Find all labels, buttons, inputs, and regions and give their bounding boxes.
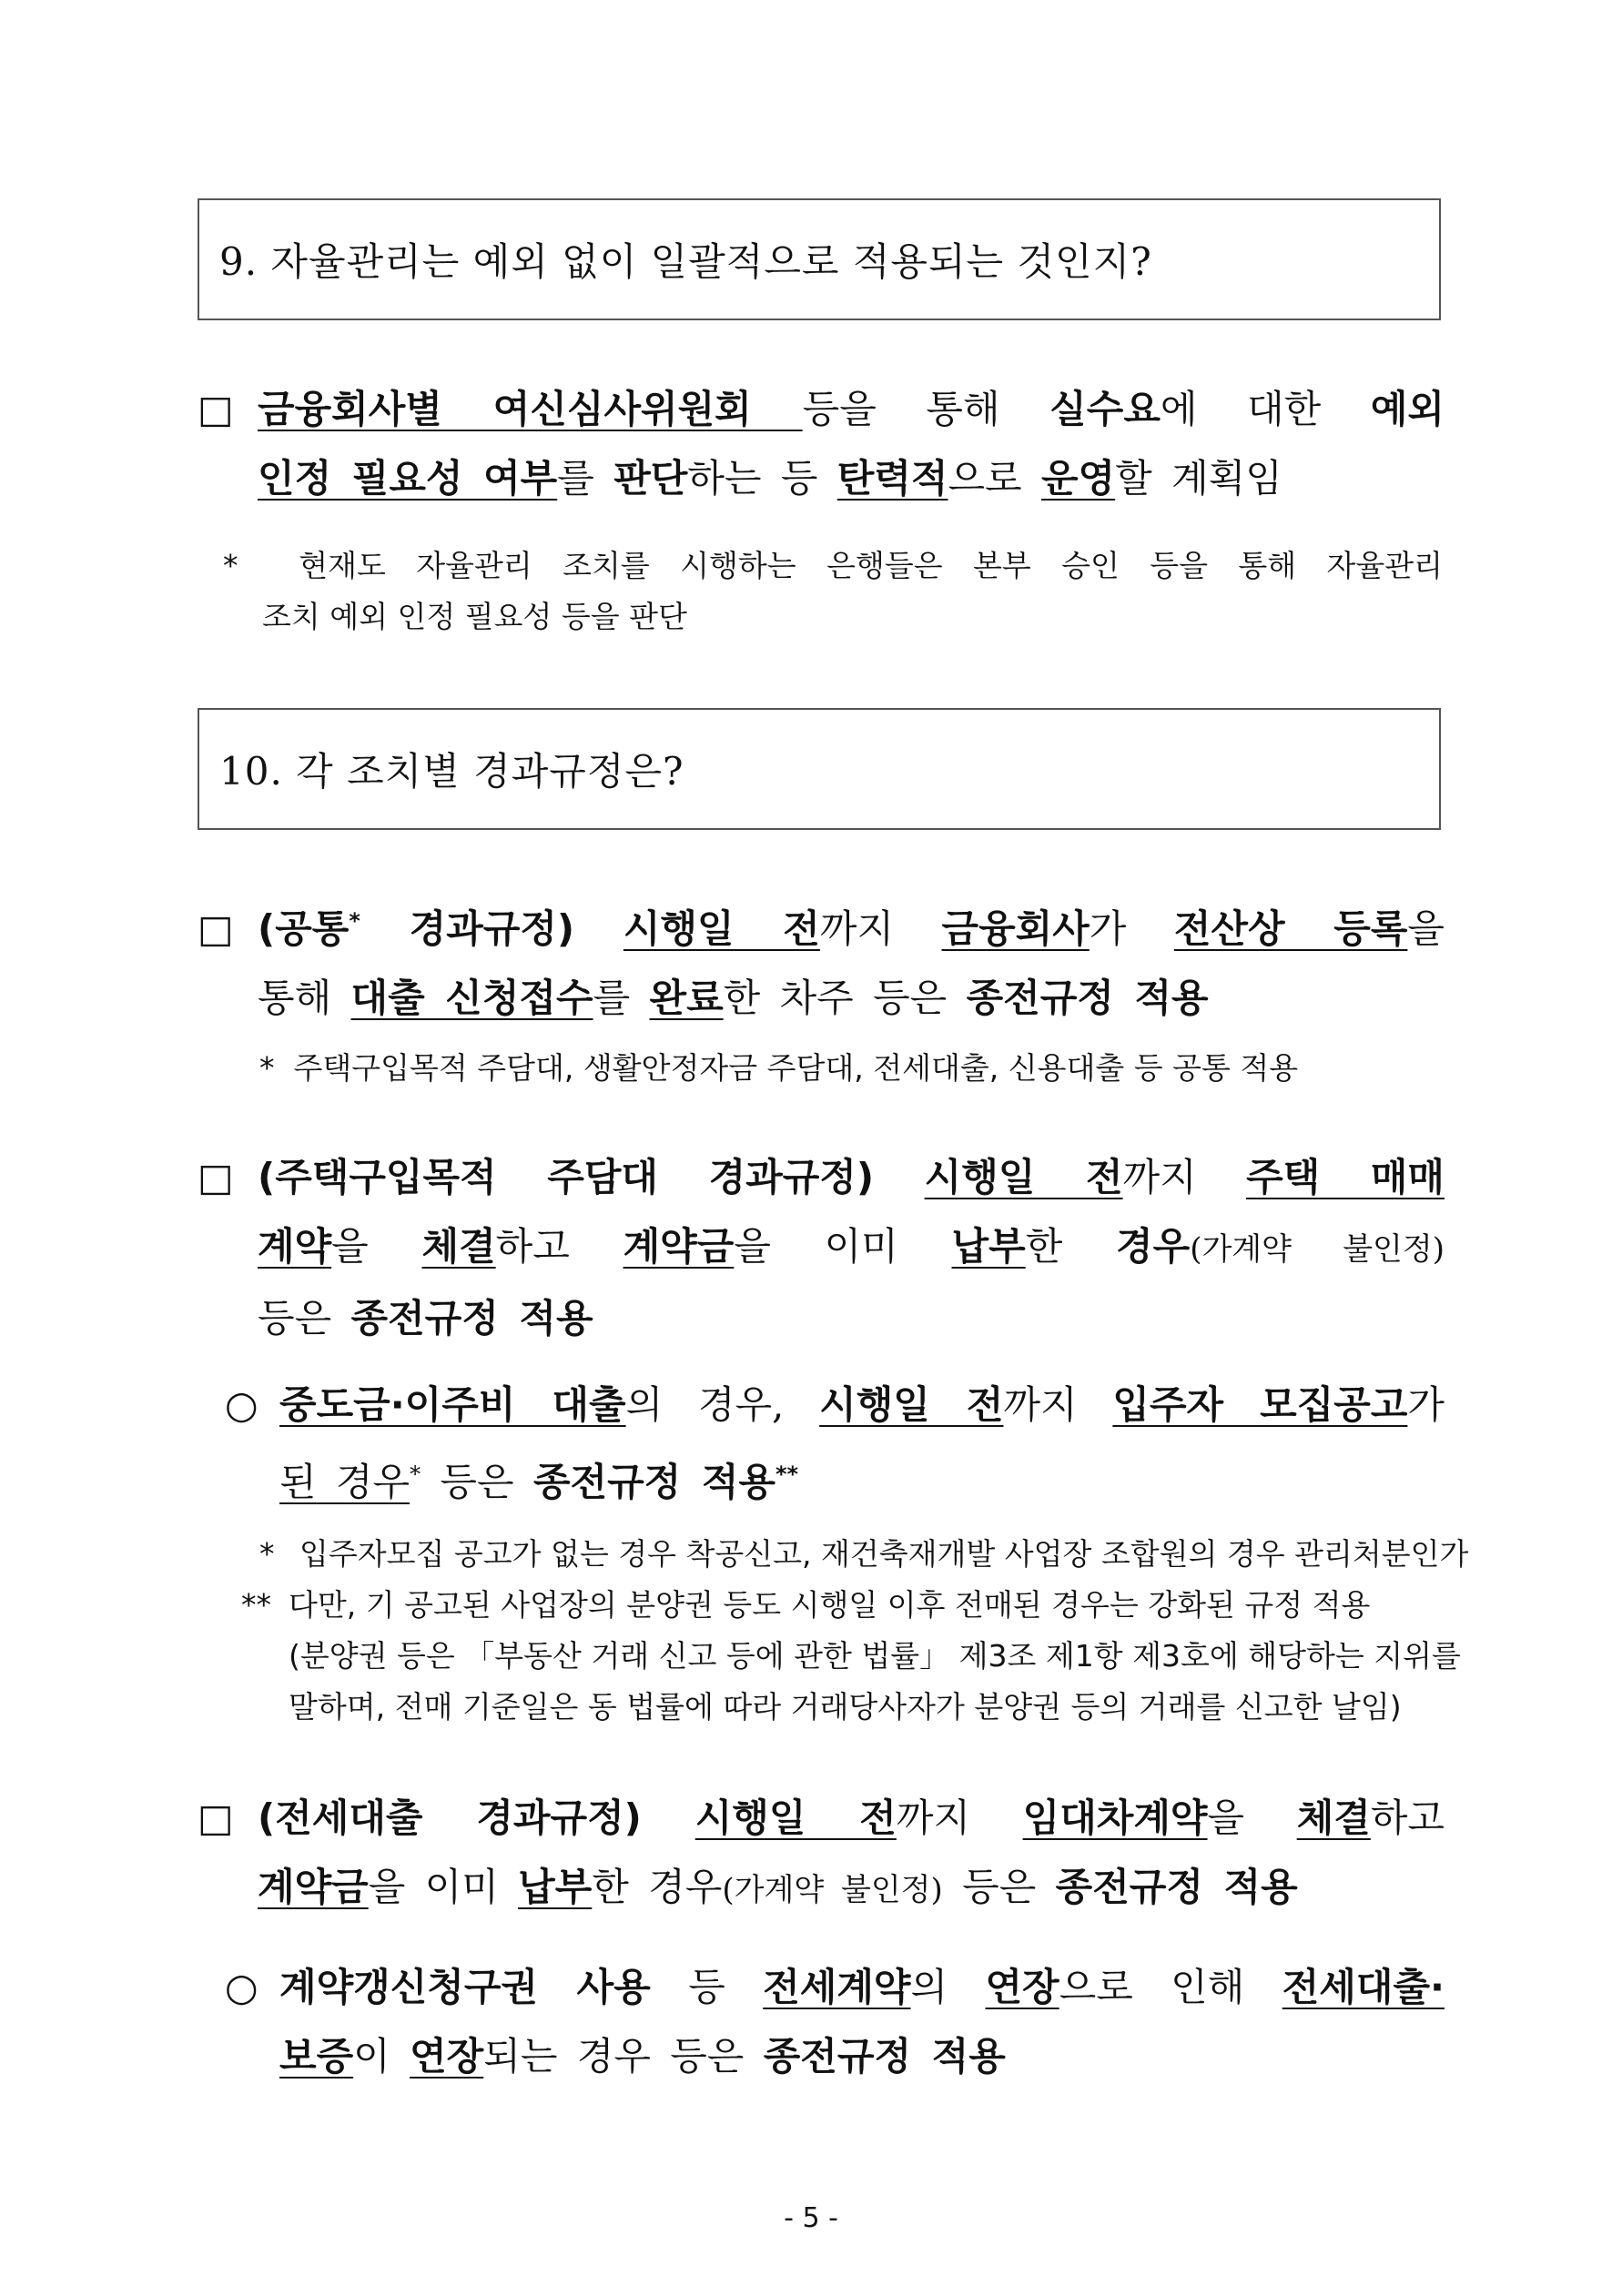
- text-run: 한 차주 등은: [723, 976, 967, 1020]
- footnote-block: [223, 541, 1443, 642]
- answer-line: [198, 1143, 1445, 1212]
- text-run: 시행일 전: [623, 906, 820, 951]
- rich-text: [258, 976, 1209, 1020]
- sub-paragraph: [198, 1953, 1445, 2091]
- answer-line: [198, 2022, 1445, 2091]
- text-run: 까지: [1003, 1382, 1113, 1427]
- text-run: 의 경우,: [625, 1382, 820, 1427]
- footnote-text: 현재도 자율관리 조치를 시행하는 은행들은 본부 승인 등을 통해 자율관리: [299, 548, 1444, 583]
- text-run: 등은: [421, 1460, 533, 1504]
- rich-text: [258, 387, 1445, 431]
- answer-paragraph-10-jeonse: [198, 1784, 1445, 1925]
- rich-text: [279, 1460, 798, 1504]
- text-run: 하고: [1370, 1795, 1445, 1840]
- checkbox-bullet: □: [198, 387, 234, 431]
- text-run: 판단: [613, 456, 688, 501]
- text-run: 등을 통해: [802, 387, 1050, 431]
- text-run: **: [776, 1462, 799, 1487]
- text-run: 전세대출·: [1282, 1965, 1445, 2009]
- answer-line: [198, 1371, 1445, 1440]
- text-run: 완료: [649, 976, 724, 1020]
- text-run: 한 경우: [592, 1865, 723, 1909]
- text-run: 가: [1407, 1382, 1445, 1427]
- text-run: 연장: [985, 1965, 1059, 2009]
- text-run: *: [349, 908, 360, 934]
- text-run: 금융회사: [941, 906, 1090, 951]
- footnote-text: 말하며, 전매 기준일은 동 법률에 따라 거래당사자가 분양권 등의 거래를 신고한 날임): [289, 1689, 1402, 1725]
- checkbox-bullet: □: [198, 906, 234, 951]
- footnote-mark: *: [259, 1536, 275, 1572]
- text-run: 실수요: [1049, 387, 1161, 431]
- text-run: 전세계약: [763, 1965, 911, 2009]
- text-run: 한: [1025, 1224, 1117, 1269]
- text-run: 을: [331, 1224, 422, 1269]
- text-run: 하는 등: [687, 456, 837, 501]
- text-run: 예외: [1370, 387, 1445, 431]
- text-run: 의: [910, 1965, 986, 2009]
- text-run: 탄력적: [836, 456, 948, 501]
- text-run: *: [410, 1462, 421, 1487]
- answer-line: [198, 1953, 1445, 2022]
- rich-text: [279, 2034, 1006, 2079]
- text-run: 시행일 전: [819, 1382, 1004, 1427]
- text-run: (가계약 불인정): [1190, 1231, 1445, 1268]
- text-run: 까지: [1122, 1155, 1247, 1199]
- question-box-10: [198, 708, 1441, 830]
- text-run: 이: [353, 2034, 411, 2079]
- text-run: 등은: [942, 1865, 1056, 1909]
- rich-text: [258, 1296, 593, 1340]
- question-title: 10. 각 조치별 경과규정은?: [219, 749, 684, 794]
- circle-bullet: ○: [225, 1382, 259, 1427]
- rich-text: [258, 906, 1445, 951]
- text-run: 연장: [410, 2034, 484, 2079]
- answer-line: [198, 1212, 1445, 1284]
- text-run: 계약금: [258, 1865, 369, 1909]
- text-run: 계약갱신청구권 사용: [279, 1965, 651, 2009]
- text-run: 전산상 등록: [1173, 906, 1408, 951]
- text-run: (전세대출 경과규정): [258, 1795, 695, 1840]
- text-run: 금융회사별 여신심사위원회: [258, 387, 803, 431]
- text-run: 으로: [948, 456, 1041, 501]
- text-run: 등: [650, 1965, 764, 2009]
- answer-paragraph-9: [198, 375, 1445, 513]
- text-run: 를: [557, 456, 614, 501]
- text-run: (공통: [258, 906, 350, 951]
- rich-text: [258, 1224, 1445, 1269]
- answer-line: [198, 375, 1445, 444]
- text-run: 을 이미: [734, 1224, 952, 1269]
- text-run: 된 경우: [279, 1460, 411, 1504]
- answer-line: [198, 1440, 1445, 1517]
- answer-line: [198, 1853, 1445, 1925]
- text-run: 시행일 전: [694, 1795, 897, 1840]
- text-run: 보증: [279, 2034, 354, 2079]
- footnote-line: [241, 1631, 1461, 1682]
- text-run: 임대차계약: [1022, 1795, 1208, 1840]
- checkbox-bullet: □: [198, 1795, 234, 1840]
- text-run: 주택 매매: [1246, 1155, 1445, 1199]
- text-run: 하고: [495, 1224, 623, 1269]
- footnote-mark: *: [223, 548, 238, 583]
- text-run: 계약금: [623, 1224, 735, 1269]
- text-run: (가계약 불인정): [722, 1872, 943, 1908]
- footnote-block: [241, 1529, 1469, 1733]
- text-run: 를: [593, 976, 650, 1020]
- text-run: 종전규정 적용: [350, 1296, 593, 1340]
- rich-text: [258, 1155, 1445, 1199]
- answer-line: [198, 1284, 1445, 1353]
- answer-paragraph-10-common: [198, 886, 1445, 1033]
- text-run: 으로 인해: [1059, 1965, 1282, 2009]
- text-run: 등은: [258, 1296, 351, 1340]
- answer-paragraph-10-housing: [198, 1143, 1445, 1353]
- text-run: 을: [1407, 906, 1445, 951]
- footnote-line: [241, 1529, 1469, 1580]
- rich-text: [279, 1382, 1445, 1427]
- footnote-line: [241, 1580, 1443, 1631]
- text-run: 계약: [258, 1224, 332, 1269]
- text-run: 종전규정 적용: [1055, 1865, 1298, 1909]
- text-run: 을 이미: [368, 1865, 519, 1909]
- text-run: 종전규정 적용: [966, 976, 1209, 1020]
- footnote-text: 주택구입목적 주담대, 생활안정자금 주담대, 전세대출, 신용대출 등 공통 적용: [293, 1050, 1299, 1086]
- text-run: 입주자 모집공고: [1112, 1382, 1408, 1427]
- checkbox-bullet: □: [198, 1155, 234, 1199]
- answer-line: [198, 886, 1445, 964]
- rich-text: [258, 1795, 1445, 1840]
- answer-line: [198, 964, 1445, 1033]
- question-box-9: [198, 198, 1441, 320]
- text-run: 경과규정): [360, 906, 623, 951]
- rich-text: [279, 1965, 1445, 2009]
- footnote-line: [259, 1043, 1479, 1094]
- text-run: 경우: [1116, 1224, 1191, 1269]
- footnote-text: (분양권 등은 「부동산 거래 신고 등에 관한 법률」 제3조 제1항 제3호에 해당하는 지위를: [289, 1638, 1461, 1674]
- footnote-text: 입주자모집 공고가 없는 경우 착공신고, 재건축재개발 사업장 조합원의 경우 관리처분인가: [299, 1536, 1469, 1572]
- text-run: 까지: [819, 906, 942, 951]
- rich-text: [258, 1865, 1298, 1909]
- text-run: 종전규정 적용: [763, 2034, 1006, 2079]
- text-run: 시행일 전: [924, 1155, 1123, 1199]
- text-run: 되는 경우 등은: [483, 2034, 764, 2079]
- footnote-text: 다만, 기 공고된 사업장의 분양권 등도 시행일 이후 전매된 경우는 강화된 규정 적용: [289, 1587, 1371, 1623]
- sub-paragraph: [198, 1371, 1445, 1517]
- footnote-block: [259, 1043, 1479, 1094]
- answer-line: [198, 1784, 1445, 1853]
- footnote-mark: **: [241, 1587, 271, 1623]
- text-run: 까지: [896, 1795, 1023, 1840]
- page-number: - 5 -: [784, 2202, 838, 2234]
- footnote-line: [223, 592, 1443, 642]
- rich-text: [258, 456, 1282, 501]
- text-run: 체결: [421, 1224, 496, 1269]
- text-run: 대출 신청접수: [350, 976, 593, 1020]
- text-run: 운영: [1040, 456, 1116, 501]
- text-run: 중도금·이주비 대출: [279, 1382, 626, 1427]
- text-run: (주택구입목적 주담대 경과규정): [258, 1155, 925, 1199]
- answer-line: [198, 444, 1445, 513]
- footnote-line: [241, 1682, 1443, 1733]
- text-run: 할 계획임: [1115, 456, 1282, 501]
- text-run: 에 대한: [1160, 387, 1371, 431]
- footnote-line: [223, 541, 1443, 592]
- circle-bullet: ○: [225, 1965, 259, 2009]
- text-run: 체결: [1296, 1795, 1371, 1840]
- footnote-mark: *: [259, 1050, 275, 1086]
- footnote-text: 조치 예외 인정 필요성 등을 판단: [262, 599, 687, 634]
- text-run: 을: [1207, 1795, 1297, 1840]
- text-run: 납부: [951, 1224, 1026, 1269]
- text-run: 통해: [258, 976, 351, 1020]
- text-run: 종전규정 적용: [532, 1460, 776, 1504]
- question-title: 9. 자율관리는 예외 없이 일괄적으로 적용되는 것인지?: [219, 239, 1152, 284]
- text-run: 가: [1089, 906, 1174, 951]
- text-run: 납부: [518, 1865, 593, 1909]
- text-run: 인정 필요성 여부: [258, 456, 558, 501]
